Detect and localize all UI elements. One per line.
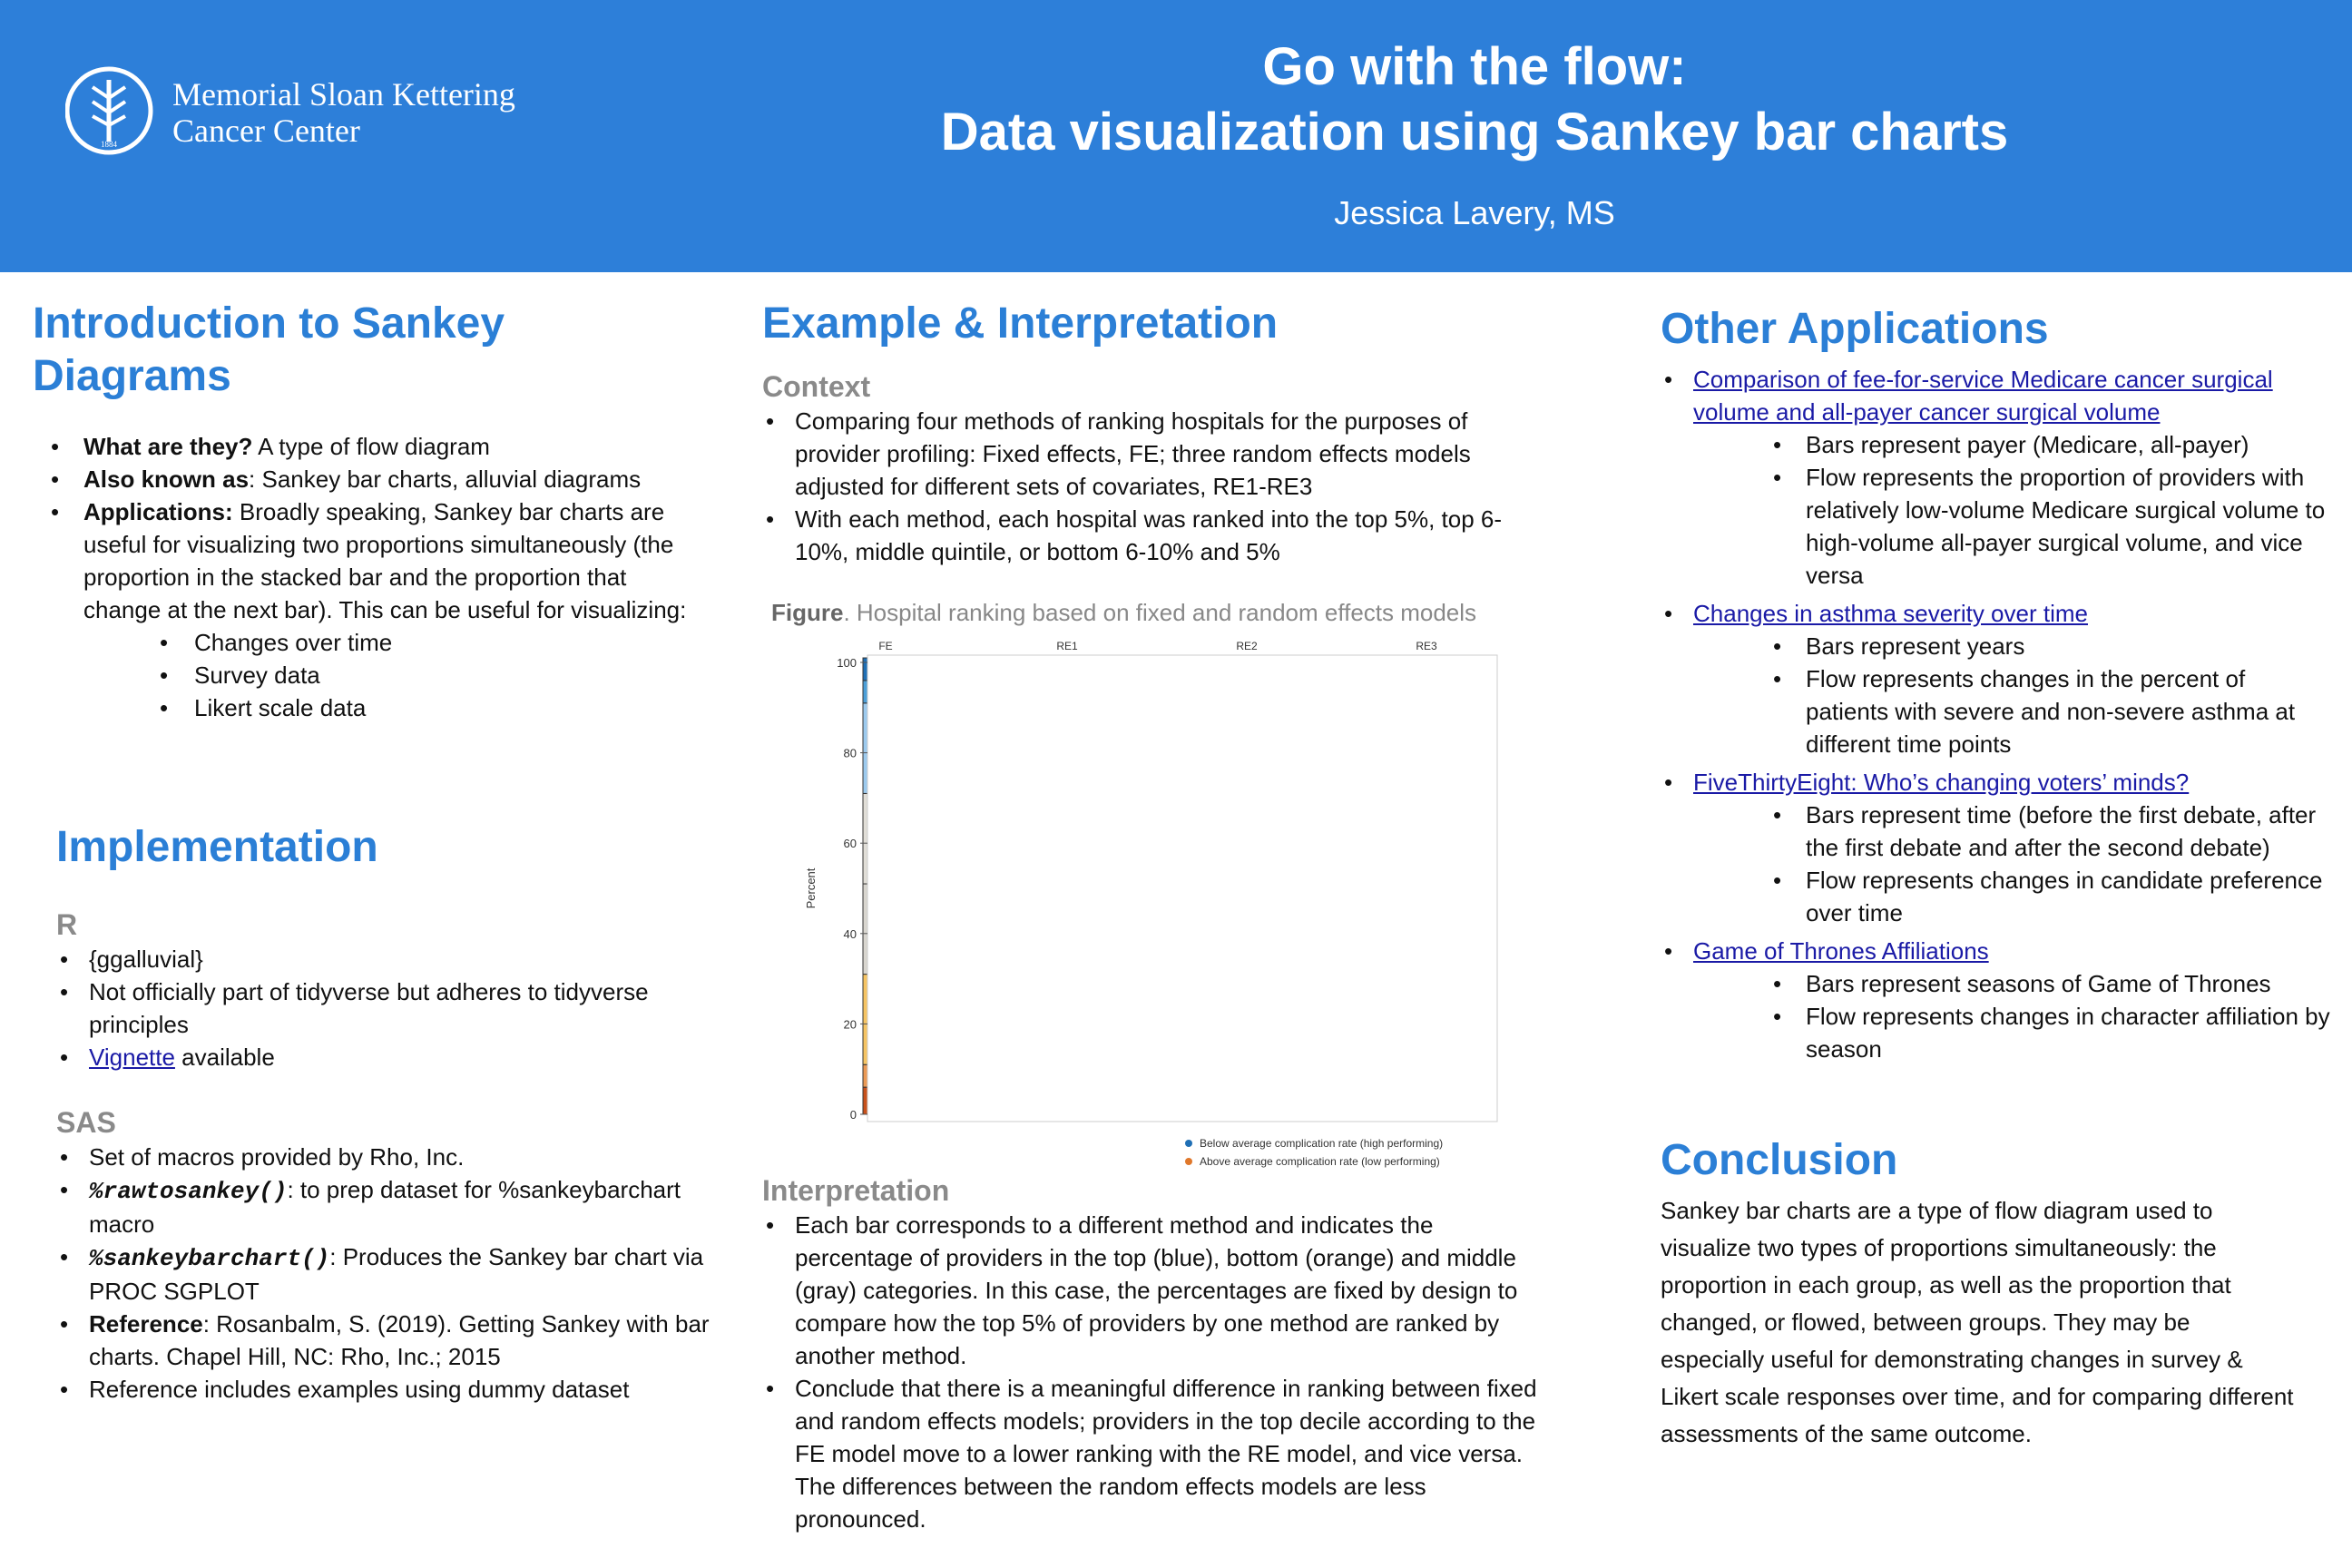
org-name <box>172 76 515 149</box>
list-item: • With each method, each hospital was ranked into the top 5%, top 6-10%, middle quintile, or bottom 6-10% and 5% <box>762 503 1543 568</box>
legend-label: Above average complication rate (low performing) <box>1200 1155 1440 1168</box>
legend-label: Below average complication rate (high performing) <box>1200 1137 1444 1150</box>
applications-list <box>1661 363 2332 1065</box>
interpretation-list <box>762 1209 1543 1535</box>
example-section <box>762 298 1543 627</box>
figure-label: Figure <box>771 599 844 626</box>
figure-caption <box>771 599 1543 627</box>
list-item: • Bars represent seasons of Game of Thrones <box>1661 967 2332 1000</box>
list-item <box>56 1041 710 1073</box>
y-tick-label: 20 <box>843 1017 857 1032</box>
item-text: available <box>174 1044 275 1071</box>
list-item <box>33 495 704 626</box>
list-item <box>56 1240 710 1308</box>
item-text: A type of flow diagram <box>252 433 490 460</box>
category-label: RE3 <box>1416 640 1437 652</box>
r-heading: R <box>56 908 78 941</box>
list-item <box>33 430 704 463</box>
item-text: : Sankey bar charts, alluvial diagrams <box>249 466 642 493</box>
list-item <box>1661 363 2332 428</box>
interpretation-heading: Interpretation <box>762 1174 950 1207</box>
vignette-link[interactable]: Vignette <box>89 1044 175 1071</box>
other-applications-heading: Other Applications <box>1661 305 2049 353</box>
list-item <box>56 1173 710 1240</box>
sas-heading: SAS <box>56 1106 116 1139</box>
figure-caption-text: . Hospital ranking based on fixed and random effects models <box>843 599 1477 626</box>
logo-year: 1884 <box>101 140 117 149</box>
poster-title <box>817 34 2132 165</box>
sankey-chart <box>799 626 1524 1180</box>
y-tick-label: 80 <box>843 746 857 760</box>
list-item: • {ggalluvial} <box>56 943 710 975</box>
sas-list <box>56 1141 710 1406</box>
list-item <box>1661 935 2332 967</box>
list-item: • Reference includes examples using dummy dataset <box>56 1373 710 1406</box>
category-label: RE1 <box>1056 640 1078 652</box>
list-item: • Flow represents changes in the percent of patients with severe and non-severe asthma at different time points <box>1661 662 2332 760</box>
bold-label: Reference <box>89 1310 203 1338</box>
macro-name: %rawtosankey() <box>89 1178 288 1205</box>
y-axis-label: Percent <box>804 867 818 909</box>
app-link-fivethirtyeight[interactable]: FiveThirtyEight: Who’s changing voters’ minds? <box>1693 769 2190 796</box>
app-link-asthma[interactable]: Changes in asthma severity over time <box>1693 600 2088 627</box>
list-item <box>1661 597 2332 630</box>
y-tick-label: 60 <box>843 837 857 851</box>
bold-label: What are they? <box>83 433 253 460</box>
item-text: : Rosanbalm, S. (2019). Getting Sankey with bar charts. Chapel Hill, NC: Rho, Inc.; 2015 <box>89 1310 710 1370</box>
intro-heading-line1: Introduction to Sankey <box>33 299 505 348</box>
list-item <box>1661 766 2332 799</box>
y-tick-label: 100 <box>837 656 857 670</box>
title-line1: Go with the flow: <box>1262 37 1687 96</box>
list-item: • Flow represents the proportion of providers with relatively low-volume Medicare surgical volume to high-volume all-payer surgical volume, and vice versa <box>1661 461 2332 592</box>
category-label: RE2 <box>1236 640 1258 652</box>
title-line2: Data visualization using Sankey bar charts <box>940 103 2009 162</box>
item-text: : Produces the Sankey bar chart via PROC SGPLOT <box>89 1243 704 1305</box>
app-link-game-of-thrones[interactable]: Game of Thrones Affiliations <box>1693 937 1989 965</box>
author: Jessica Lavery, MS <box>1334 194 1615 231</box>
list-item: • Each bar corresponds to a different method and indicates the percentage of providers in the top (blue), bottom (orange) and middle (gray) categories. In this case, the percentages are fixed by design to compare how the top 5% of providers by one method are ranked by another method. <box>762 1209 1543 1372</box>
intro-list <box>33 430 704 724</box>
list-item: • Conclude that there is a meaningful difference in ranking between fixed and random effects models; providers in the top decile according to the FE model move to a lower ranking with the RE model, and vice versa. The differences between the random effects models are less pronounced. <box>762 1372 1543 1535</box>
item-text: : to prep dataset for %sankeybarchart macro <box>89 1176 681 1238</box>
item-text: Broadly speaking, Sankey bar charts are useful for visualizing two proportions simultaneously (the proportion in the stacked bar and the proportion that change at the next bar). This can be useful for visualizing: <box>83 498 687 623</box>
other-applications-section <box>1661 303 2332 1065</box>
category-label: FE <box>878 640 893 652</box>
list-item <box>33 463 704 495</box>
list-item: • Survey data <box>33 659 704 691</box>
context-heading: Context <box>762 370 871 403</box>
list-item: • Set of macros provided by Rho, Inc. <box>56 1141 710 1173</box>
plot-frame <box>867 655 1497 1122</box>
list-item: • Likert scale data <box>33 691 704 724</box>
list-item: • Flow represents changes in character affiliation by season <box>1661 1000 2332 1065</box>
list-item <box>56 1308 710 1373</box>
bold-label: Also known as <box>83 466 250 493</box>
macro-name: %sankeybarchart() <box>89 1245 330 1272</box>
list-item: • Bars represent time (before the first debate, after the first debate and after the second debate) <box>1661 799 2332 864</box>
r-list <box>56 943 710 1073</box>
org-line2: Cancer Center <box>172 113 360 149</box>
conclusion-section <box>1661 1134 2296 1453</box>
legend-marker <box>1185 1140 1192 1147</box>
org-line1: Memorial Sloan Kettering <box>172 76 515 113</box>
y-tick-label: 40 <box>843 926 857 941</box>
list-item: • Changes over time <box>33 626 704 659</box>
legend-marker <box>1185 1158 1192 1165</box>
list-item: • Bars represent years <box>1661 630 2332 662</box>
app-link-medicare[interactable]: Comparison of fee-for-service Medicare cancer surgical volume and all-payer cancer surgical volume <box>1693 366 2273 426</box>
implementation-section <box>56 821 710 1406</box>
conclusion-text: Sankey bar charts are a type of flow diagram used to visualize two types of proportions simultaneously: the proportion in each group, as well as the proportion that changed, or flowed, between groups. They may be especially useful for demonstrating changes in survey & Likert scale responses over time, and for comparing different assessments of the same outcome. <box>1661 1197 2294 1447</box>
example-heading: Example & Interpretation <box>762 299 1279 348</box>
y-tick-label: 0 <box>849 1108 857 1122</box>
intro-section <box>33 298 704 724</box>
conclusion-heading: Conclusion <box>1661 1136 1898 1184</box>
header-banner <box>0 0 2352 272</box>
bold-label: Applications: <box>83 498 233 525</box>
context-list <box>762 405 1543 568</box>
intro-heading-line2: Diagrams <box>33 352 231 400</box>
implementation-heading: Implementation <box>56 823 378 871</box>
list-item: • Comparing four methods of ranking hospitals for the purposes of provider profiling: Fixed effects, FE; three random effects models adjusted for different sets of covariates, RE1-RE3 <box>762 405 1543 503</box>
list-item: • Not officially part of tidyverse but adheres to tidyverse principles <box>56 975 710 1041</box>
list-item: • Bars represent payer (Medicare, all-payer) <box>1661 428 2332 461</box>
interpretation-section <box>762 1172 1543 1535</box>
intro-heading <box>33 298 704 403</box>
list-item: • Flow represents changes in candidate preference over time <box>1661 864 2332 929</box>
